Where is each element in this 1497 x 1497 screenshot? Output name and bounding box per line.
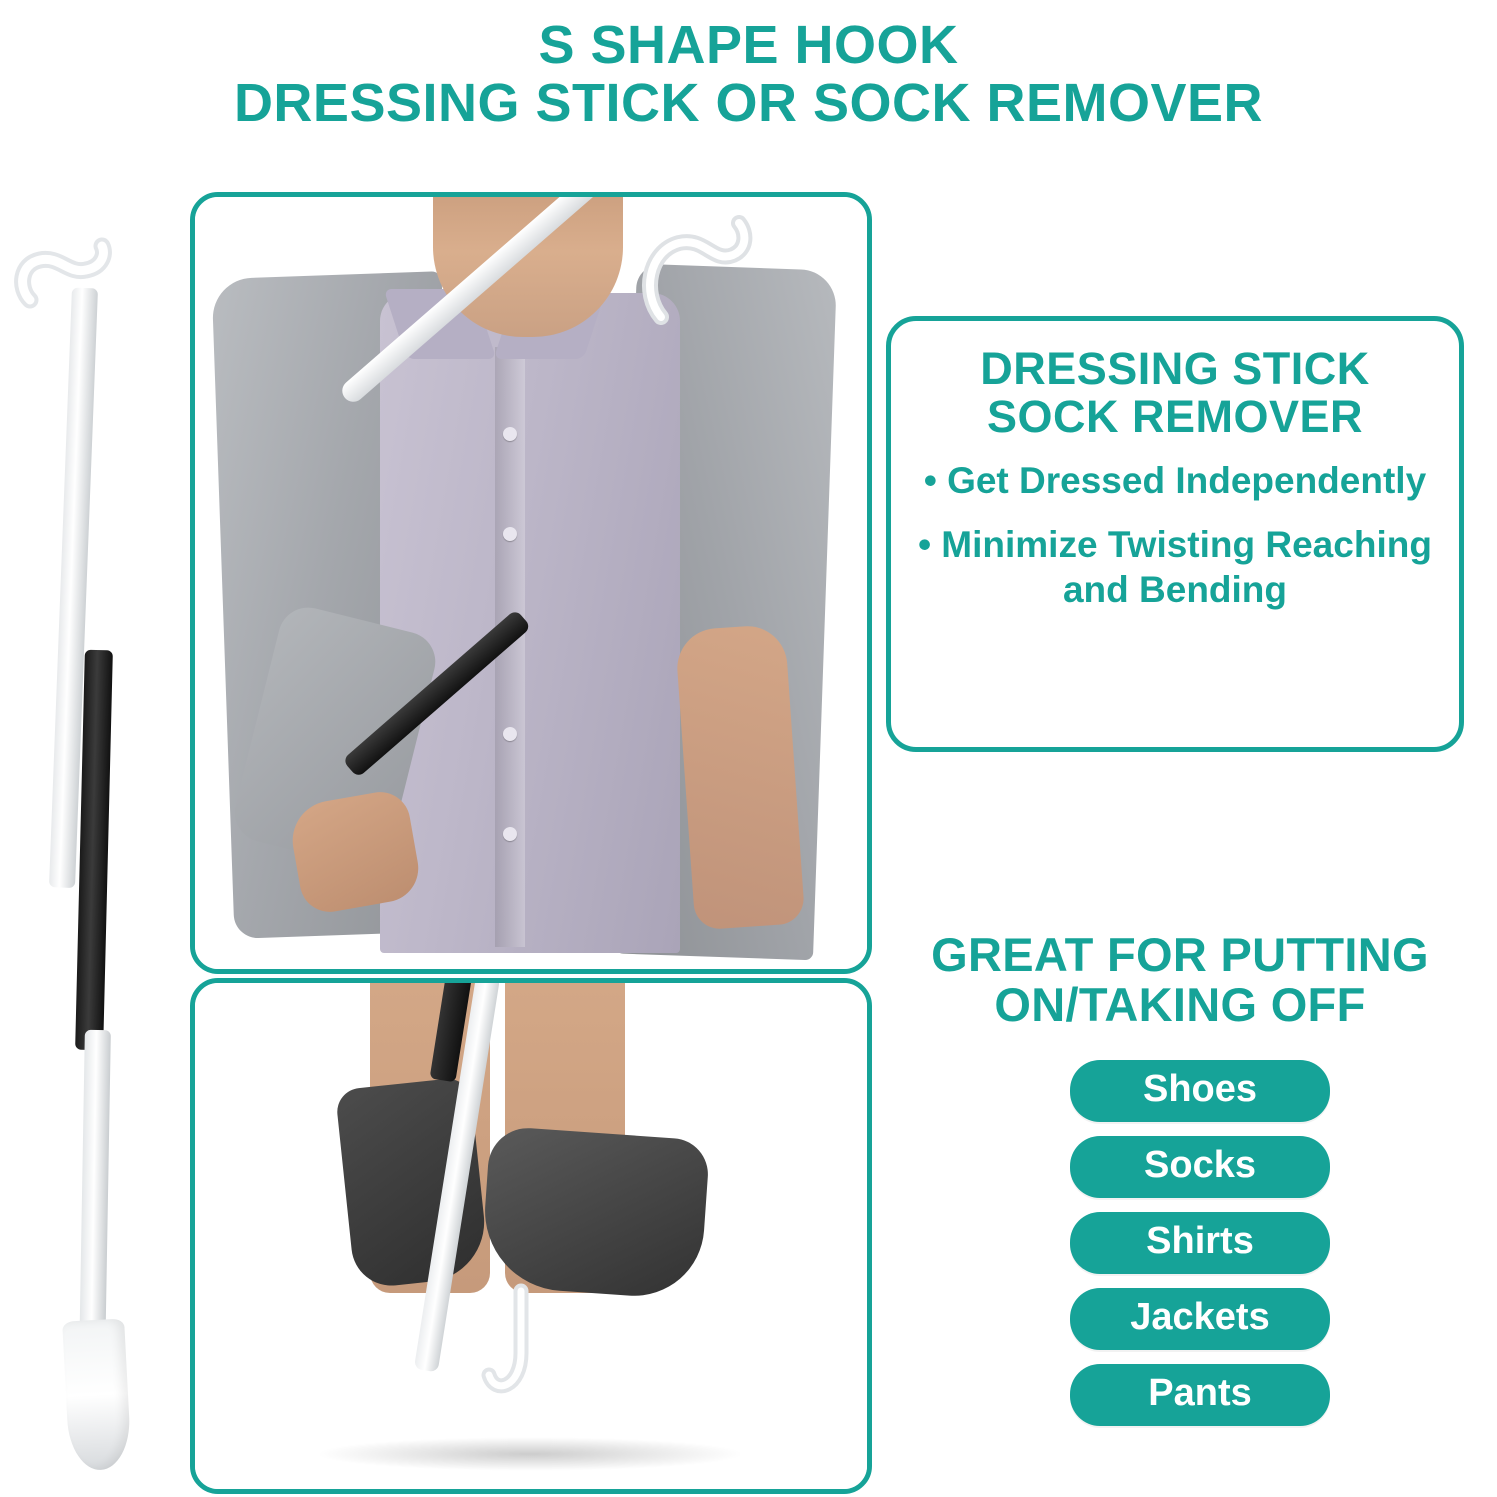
feature-bullet-item: • Minimize Twisting Reaching and Bending — [918, 523, 1432, 610]
shirt-button — [503, 427, 517, 441]
photo-panel-dressing — [190, 192, 872, 974]
sock-hook-icon — [475, 1283, 565, 1413]
great-for-pill-list — [1070, 1060, 1330, 1440]
pill-socks: Socks — [1070, 1136, 1330, 1198]
feature-heading-line-2: SOCK REMOVER — [986, 390, 1364, 442]
pill-pants: Pants — [1070, 1364, 1330, 1426]
page-title — [0, 16, 1497, 133]
feature-bullet-item: • Get Dressed Independently — [923, 460, 1427, 502]
pill-shoes: Shoes — [1070, 1060, 1330, 1122]
shirt-button — [503, 527, 517, 541]
great-for-heading-line-1: GREAT FOR PUTTING — [931, 928, 1429, 981]
photo-panel-sock-removal — [190, 978, 872, 1494]
great-for-heading-line-2: ON/TAKING OFF — [994, 977, 1366, 1031]
shirt-button — [503, 727, 517, 741]
product-shoehorn-end — [62, 1318, 132, 1471]
pill-jackets: Jackets — [1070, 1288, 1330, 1350]
product-image — [10, 230, 190, 1460]
person-arm-right — [675, 624, 806, 931]
page-title-line-1: S SHAPE HOOK — [538, 15, 959, 75]
shirt-button — [503, 827, 517, 841]
s-hook-icon — [635, 207, 755, 327]
photo-sock-removal — [195, 983, 867, 1489]
pill-shirts: Shirts — [1070, 1212, 1330, 1274]
feature-heading-line-1: DRESSING STICK — [980, 343, 1370, 394]
dress-shirt — [380, 293, 680, 953]
feature-bullet-list — [909, 458, 1441, 611]
page-title-line-2: DRESSING STICK OR SOCK REMOVER — [233, 73, 1264, 134]
photo-dressing — [195, 197, 867, 969]
floor-shadow — [315, 1437, 745, 1471]
feature-card — [886, 316, 1464, 752]
feature-heading — [909, 345, 1441, 440]
great-for-heading — [880, 930, 1480, 1030]
product-shaft-lower — [79, 1030, 111, 1360]
